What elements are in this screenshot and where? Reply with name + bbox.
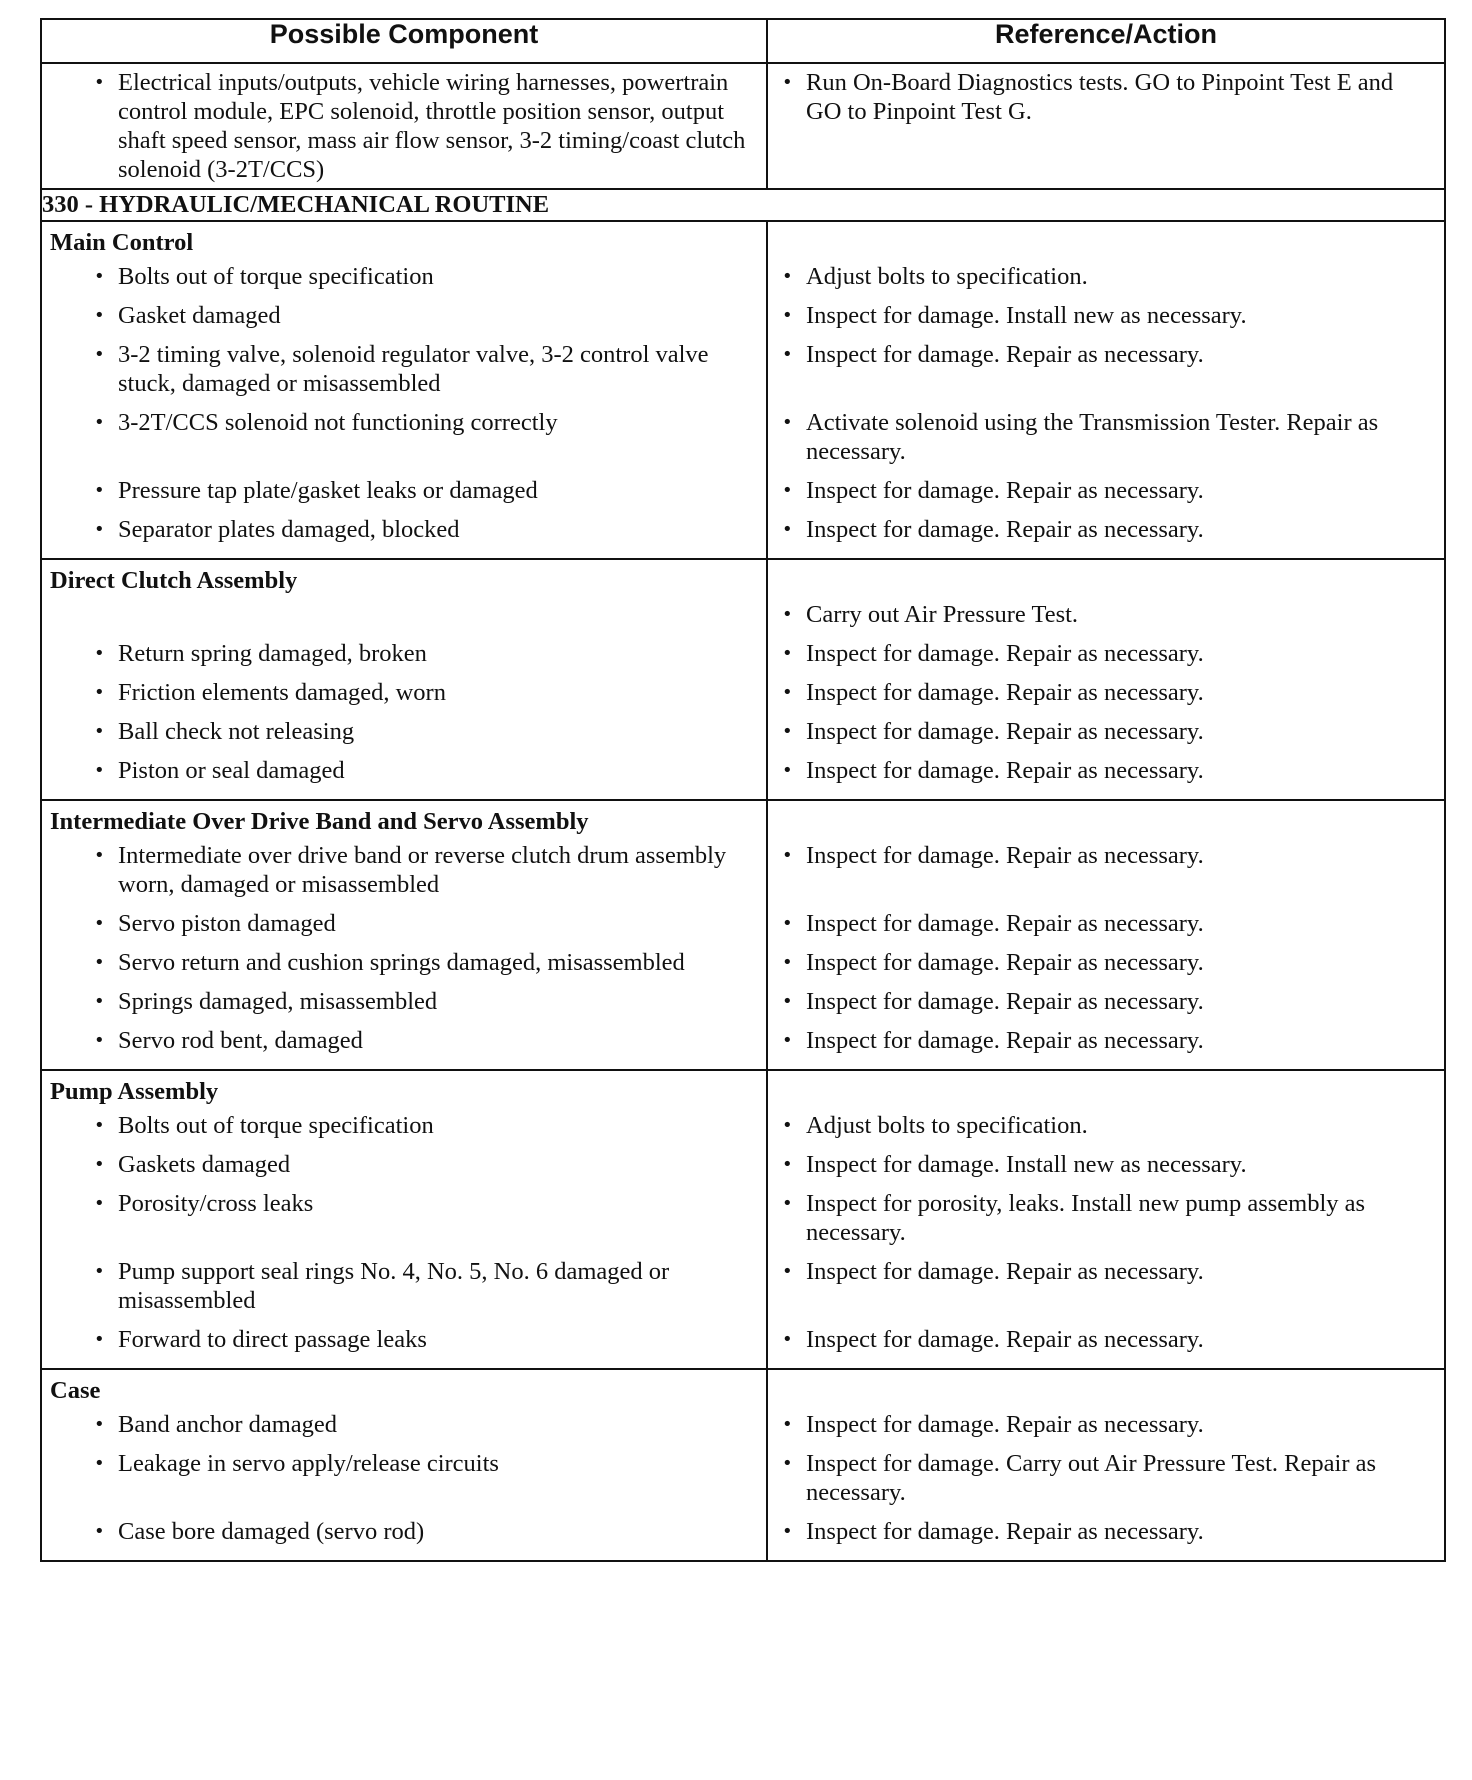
action-item — [768, 909, 1444, 948]
action-text: Inspect for damage. Install new as necessary. — [806, 1151, 1247, 1178]
intro-component-text: Electrical inputs/outputs, vehicle wiring harnesses, powertrain control module, EPC solenoid, throttle position sensor, output shaft speed sensor, mass air flow sensor, 3-2 timing/coast clutch solenoid (3-2T/CCS) — [118, 69, 746, 183]
section-action-cell — [767, 559, 1445, 800]
bullet-icon: • — [782, 305, 793, 326]
action-text: Carry out Air Pressure Test. — [806, 601, 1079, 628]
action-text: Inspect for damage. Repair as necessary. — [806, 477, 1204, 504]
component-text: Forward to direct passage leaks — [118, 1326, 427, 1353]
component-item — [42, 678, 766, 717]
action-text: Inspect for damage. Repair as necessary. — [806, 640, 1204, 667]
intro-row — [41, 63, 1445, 189]
intro-component-cell — [41, 63, 767, 189]
component-text: Pressure tap plate/gasket leaks or damaged — [118, 477, 538, 504]
component-item — [42, 340, 766, 408]
bullet-icon: • — [94, 760, 105, 781]
component-list — [42, 1111, 766, 1368]
bullet-icon: • — [94, 412, 105, 433]
component-item — [42, 1026, 766, 1065]
section-component-cell — [41, 800, 767, 1070]
routine-title-row — [41, 189, 1445, 221]
component-text: Bolts out of torque specification — [118, 1112, 434, 1139]
action-item — [768, 1257, 1444, 1325]
section-title-spacer — [768, 801, 1444, 841]
action-item — [768, 1449, 1444, 1517]
action-text: Inspect for damage. Repair as necessary. — [806, 341, 1204, 368]
action-text: Activate solenoid using the Transmission Tester. Repair as necessary. — [806, 409, 1379, 465]
section-title: Case — [50, 1377, 101, 1404]
action-text: Inspect for damage. Repair as necessary. — [806, 1518, 1204, 1545]
intro-component-item — [42, 68, 766, 184]
bullet-icon: • — [94, 643, 105, 664]
action-text: Inspect for damage. Repair as necessary. — [806, 1258, 1204, 1285]
intro-action-list — [768, 64, 1444, 130]
header-reference-action: Reference/Action — [767, 19, 1445, 63]
bullet-icon: • — [94, 1030, 105, 1051]
component-item — [42, 1410, 766, 1449]
section-row — [41, 800, 1445, 1070]
bullet-icon: • — [94, 845, 105, 866]
bullet-icon: • — [94, 991, 105, 1012]
component-text: Pump support seal rings No. 4, No. 5, No. 6 damaged or misassembled — [118, 1258, 670, 1314]
action-item — [768, 717, 1444, 756]
action-text: Inspect for damage. Repair as necessary. — [806, 516, 1204, 543]
bullet-icon: • — [782, 412, 793, 433]
component-item — [42, 639, 766, 678]
bullet-icon: • — [782, 913, 793, 934]
component-text: Servo piston damaged — [118, 910, 336, 937]
component-item — [42, 841, 766, 909]
component-text: 3-2T/CCS solenoid not functioning correctly — [118, 409, 558, 436]
action-text: Inspect for damage. Repair as necessary. — [806, 1411, 1204, 1438]
bullet-icon: • — [782, 682, 793, 703]
bullet-icon: • — [94, 266, 105, 287]
section-title: Direct Clutch Assembly — [50, 567, 298, 594]
action-item — [768, 987, 1444, 1026]
bullet-icon: • — [94, 519, 105, 540]
component-item — [42, 1517, 766, 1556]
action-item — [768, 1026, 1444, 1065]
section-row — [41, 559, 1445, 800]
section-component-cell — [41, 221, 767, 559]
component-text: Separator plates damaged, blocked — [118, 516, 460, 543]
component-item — [42, 1189, 766, 1257]
bullet-icon: • — [782, 266, 793, 287]
action-item — [768, 1150, 1444, 1189]
table-body — [41, 19, 1445, 1561]
section-action-cell — [767, 800, 1445, 1070]
action-item — [768, 262, 1444, 301]
action-list — [768, 600, 1444, 799]
action-text: Inspect for damage. Repair as necessary. — [806, 1027, 1204, 1054]
component-list — [42, 1410, 766, 1560]
section-row — [41, 221, 1445, 559]
component-list — [42, 841, 766, 1069]
component-item — [42, 1257, 766, 1325]
bullet-icon: • — [94, 721, 105, 742]
component-item — [42, 1150, 766, 1189]
action-item — [768, 1189, 1444, 1257]
component-text: Friction elements damaged, worn — [118, 679, 446, 706]
bullet-icon: • — [94, 1521, 105, 1542]
bullet-icon: • — [94, 1115, 105, 1136]
intro-action-item — [768, 68, 1444, 126]
action-text: Adjust bolts to specification. — [806, 1112, 1088, 1139]
action-item — [768, 600, 1444, 639]
component-text: Gasket damaged — [118, 302, 281, 329]
bullet-icon: • — [94, 480, 105, 501]
bullet-icon: • — [782, 1521, 793, 1542]
section-title-spacer — [768, 560, 1444, 600]
component-text: Piston or seal damaged — [118, 757, 345, 784]
component-item — [42, 756, 766, 795]
section-title: Pump Assembly — [50, 1078, 219, 1105]
component-item — [42, 408, 766, 476]
bullet-icon: • — [782, 1261, 793, 1282]
component-text: Servo return and cushion springs damaged, misassembled — [118, 949, 685, 976]
section-component-cell — [41, 559, 767, 800]
component-text: Bolts out of torque specification — [118, 263, 434, 290]
bullet-icon: • — [782, 72, 793, 93]
routine-title: 330 - HYDRAULIC/MECHANICAL ROUTINE — [41, 189, 1445, 221]
bullet-icon: • — [782, 1115, 793, 1136]
bullet-icon: • — [94, 344, 105, 365]
bullet-icon: • — [782, 721, 793, 742]
action-text: Inspect for damage. Repair as necessary. — [806, 988, 1204, 1015]
bullet-icon: • — [782, 480, 793, 501]
component-text: Porosity/cross leaks — [118, 1190, 314, 1217]
component-text: Servo rod bent, damaged — [118, 1027, 363, 1054]
bullet-icon: • — [782, 1453, 793, 1474]
header-possible-component: Possible Component — [41, 19, 767, 63]
bullet-icon: • — [782, 344, 793, 365]
section-title: Intermediate Over Drive Band and Servo Assembly — [50, 808, 589, 835]
bullet-icon: • — [94, 305, 105, 326]
action-text: Inspect for damage. Repair as necessary. — [806, 718, 1204, 745]
bullet-icon: • — [94, 952, 105, 973]
section-title-spacer — [768, 1370, 1444, 1410]
component-item — [42, 1111, 766, 1150]
component-text-empty — [94, 600, 754, 629]
action-item — [768, 340, 1444, 408]
component-text: Leakage in servo apply/release circuits — [118, 1450, 499, 1477]
bullet-icon: • — [94, 1154, 105, 1175]
action-text: Inspect for damage. Repair as necessary. — [806, 757, 1204, 784]
bullet-icon: • — [782, 1030, 793, 1051]
action-item — [768, 1410, 1444, 1449]
diagnosis-table — [40, 18, 1446, 1562]
bullet-icon: • — [782, 1193, 793, 1214]
component-item — [42, 948, 766, 987]
component-item — [42, 515, 766, 554]
section-action-cell — [767, 1070, 1445, 1369]
action-text: Inspect for damage. Repair as necessary. — [806, 910, 1204, 937]
section-title-spacer — [768, 1071, 1444, 1111]
action-item — [768, 948, 1444, 987]
action-item — [768, 515, 1444, 554]
action-list — [768, 1410, 1444, 1560]
component-text: Intermediate over drive band or reverse clutch drum assembly worn, damaged or misassembled — [118, 842, 727, 898]
action-list — [768, 841, 1444, 1069]
action-text: Inspect for damage. Install new as necessary. — [806, 302, 1247, 329]
bullet-icon: • — [782, 1329, 793, 1350]
action-text: Inspect for damage. Carry out Air Pressure Test. Repair as necessary. — [806, 1450, 1377, 1506]
bullet-icon: • — [782, 643, 793, 664]
component-text: Return spring damaged, broken — [118, 640, 427, 667]
action-list — [768, 1111, 1444, 1368]
component-text: Case bore damaged (servo rod) — [118, 1518, 425, 1545]
component-text: Springs damaged, misassembled — [118, 988, 438, 1015]
component-text: Gaskets damaged — [118, 1151, 291, 1178]
bullet-icon: • — [782, 991, 793, 1012]
component-item — [42, 717, 766, 756]
component-item — [42, 301, 766, 340]
bullet-icon: • — [782, 1414, 793, 1435]
intro-component-list — [42, 64, 766, 188]
bullet-icon: • — [782, 604, 793, 625]
section-action-cell — [767, 221, 1445, 559]
bullet-icon: • — [782, 952, 793, 973]
bullet-icon: • — [94, 1261, 105, 1282]
bullet-icon: • — [94, 682, 105, 703]
section-row — [41, 1070, 1445, 1369]
bullet-icon: • — [782, 845, 793, 866]
action-list — [768, 262, 1444, 558]
action-item — [768, 841, 1444, 909]
action-item — [768, 756, 1444, 795]
component-item — [42, 476, 766, 515]
action-item — [768, 408, 1444, 476]
bullet-icon: • — [94, 913, 105, 934]
bullet-icon: • — [782, 760, 793, 781]
bullet-icon: • — [782, 519, 793, 540]
action-text: Inspect for damage. Repair as necessary. — [806, 679, 1204, 706]
action-item — [768, 678, 1444, 717]
action-item — [768, 301, 1444, 340]
section-row — [41, 1369, 1445, 1561]
bullet-icon: • — [782, 1154, 793, 1175]
action-text: Inspect for damage. Repair as necessary. — [806, 1326, 1204, 1353]
action-text: Inspect for porosity, leaks. Install new pump assembly as necessary. — [806, 1190, 1366, 1246]
component-item — [42, 909, 766, 948]
component-text: Band anchor damaged — [118, 1411, 338, 1438]
action-item — [768, 1111, 1444, 1150]
intro-action-text: Run On-Board Diagnostics tests. GO to Pinpoint Test E and GO to Pinpoint Test G. — [806, 69, 1394, 125]
intro-action-cell — [767, 63, 1445, 189]
bullet-icon: • — [94, 72, 105, 93]
section-component-cell — [41, 1070, 767, 1369]
bullet-icon: • — [94, 1414, 105, 1435]
component-list — [42, 262, 766, 558]
action-text: Adjust bolts to specification. — [806, 263, 1088, 290]
component-text: 3-2 timing valve, solenoid regulator valve, 3-2 control valve stuck, damaged or misassembled — [118, 341, 709, 397]
component-item — [42, 1325, 766, 1364]
component-list — [42, 600, 766, 799]
action-item — [768, 1517, 1444, 1556]
component-item — [42, 1449, 766, 1517]
section-component-cell — [41, 1369, 767, 1561]
section-title: Main Control — [50, 229, 194, 256]
action-text: Inspect for damage. Repair as necessary. — [806, 842, 1204, 869]
component-item — [42, 262, 766, 301]
component-item — [42, 600, 766, 639]
section-action-cell — [767, 1369, 1445, 1561]
header-row — [41, 19, 1445, 63]
action-item — [768, 639, 1444, 678]
component-text: Ball check not releasing — [118, 718, 355, 745]
action-item — [768, 1325, 1444, 1364]
action-item — [768, 476, 1444, 515]
bullet-icon: • — [94, 1329, 105, 1350]
component-item — [42, 987, 766, 1026]
action-text: Inspect for damage. Repair as necessary. — [806, 949, 1204, 976]
bullet-icon: • — [94, 1453, 105, 1474]
bullet-icon: • — [94, 1193, 105, 1214]
section-title-spacer — [768, 222, 1444, 262]
